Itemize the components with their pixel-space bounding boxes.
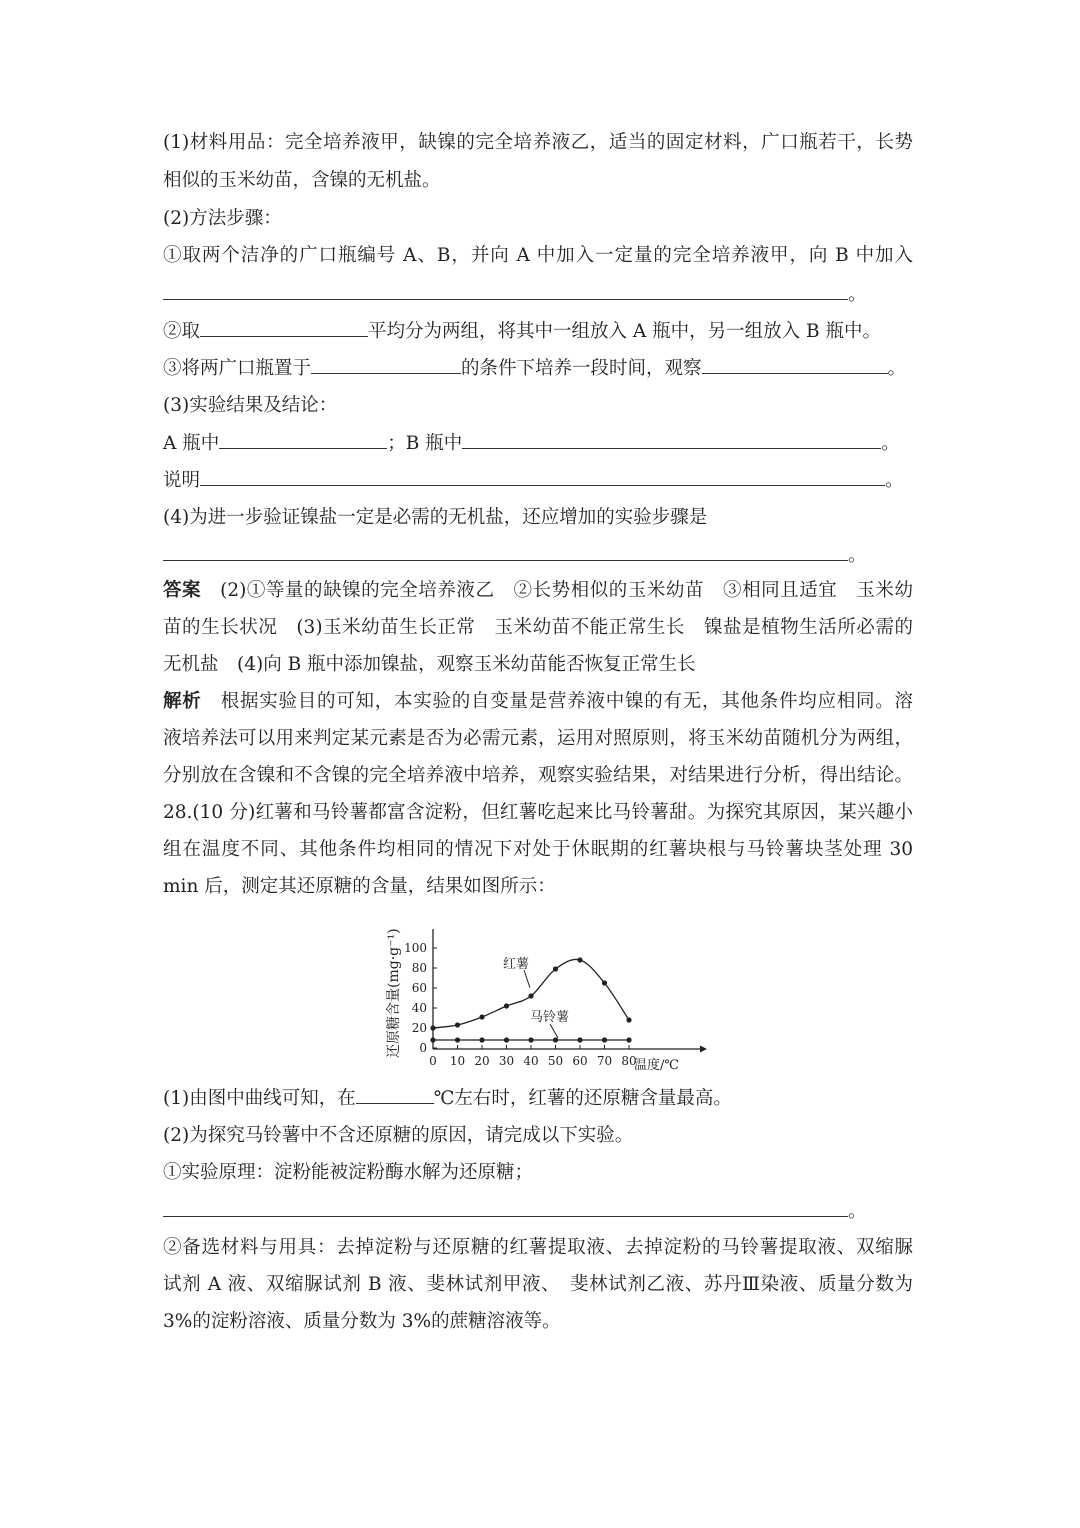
x-tick-label: 50 <box>547 1054 564 1068</box>
q28-principle: ①实验原理：淀粉能被淀粉酶水解为还原糖； <box>163 1162 534 1183</box>
q28-line-2: 组在温度不同、其他条件均相同的情况下对处于休眠期的红薯块根与马铃薯块茎处理 30 <box>163 839 913 860</box>
q28-line-3: min 后，测定其还原糖的含量，结果如图所示： <box>163 876 556 897</box>
potato-point <box>430 1037 435 1042</box>
sweet-potato-point <box>626 1017 631 1022</box>
answer-blank[interactable] <box>163 542 848 561</box>
potato-point <box>602 1037 607 1042</box>
potato-point <box>479 1037 484 1042</box>
sugar-content-chart <box>380 920 720 1084</box>
potato-leader <box>550 1024 558 1038</box>
period: 。 <box>885 470 904 491</box>
potato-point <box>504 1037 509 1042</box>
x-tick-label: 10 <box>449 1054 466 1068</box>
sweet-potato-point <box>455 1022 460 1027</box>
step-1-blank-line <box>163 281 867 308</box>
x-tick-label: 0 <box>429 1054 437 1068</box>
results-heading: (3)实验结果及结论： <box>163 395 338 416</box>
potato-point <box>577 1037 582 1042</box>
q28-materials-3: 3%的淀粉溶液、质量分数为 3%的蔗糖溶液等。 <box>163 1311 561 1332</box>
potato-point <box>553 1037 558 1042</box>
x-tick-label: 40 <box>523 1054 539 1068</box>
sweet-potato-point <box>430 1025 435 1030</box>
potato-point <box>528 1037 533 1042</box>
answer-label: 答案 <box>163 580 202 601</box>
series-label-potato: 马铃薯 <box>530 1010 570 1025</box>
answer-blank[interactable] <box>462 430 881 449</box>
step-2-text-a: ②取 <box>163 321 201 342</box>
analysis-line-2: 液培养法可以用来判定某元素是否为必需元素，运用对照原则，将玉米幼苗随机分为两组， <box>163 728 913 749</box>
step-3-text-a: ③将两广口瓶置于 <box>163 358 312 379</box>
sweet-potato-point <box>504 1003 509 1008</box>
analysis-line-3: 分别放在含镍和不含镍的完全培养液中培养，观察实验结果，对结果进行分析，得出结论。 <box>163 765 913 786</box>
sub-1-text-a: (1)由图中曲线可知，在 <box>163 1088 356 1109</box>
material-line-1: (1)材料用品：完全培养液甲，缺镍的完全培养液乙，适当的固定材料，广口瓶若干，长势 <box>163 132 913 153</box>
answer-line-2: 苗的生长状况 (3)玉米幼苗生长正常 玉米幼苗不能正常生长 镍盐是植物生活所必需的 <box>163 617 913 638</box>
q28-line-1: 28.(10 分)红薯和马铃薯都富含淀粉，但红薯吃起来比马铃薯甜。为探究其原因，某兴趣小 <box>163 802 913 823</box>
period: 。 <box>848 545 867 566</box>
sweet-potato-point <box>528 993 533 998</box>
answer-blank[interactable] <box>356 1085 434 1104</box>
sweet-potato-point <box>479 1014 484 1019</box>
x-axis-label: 温度/℃ <box>634 1058 679 1073</box>
period: 。 <box>848 284 867 305</box>
q28-materials-2: 试剂 A 液、双缩脲试剂 B 液、斐林试剂甲液、 斐林试剂乙液、苏丹Ⅲ染液、质量分数为 <box>163 1274 913 1295</box>
step-2-text-b: 平均分为两组，将其中一组放入 A 瓶中，另一组放入 B 瓶中。 <box>368 321 881 342</box>
period: 。 <box>848 1201 867 1222</box>
x-tick-label: 20 <box>474 1054 490 1068</box>
analysis-text-1: 根据实验目的可知，本实验的自变量是营养液中镍的有无，其他条件均应相同。溶 <box>220 691 913 712</box>
y-tick-label: 0 <box>419 1041 427 1055</box>
answer-blank[interactable] <box>200 318 368 337</box>
sweet-potato-point <box>577 957 582 962</box>
y-axis-label: 还原糖含量(mg·g⁻¹) <box>386 928 402 1058</box>
x-axis-arrow <box>700 1046 707 1053</box>
results-line <box>163 430 900 457</box>
answer-blank[interactable] <box>163 281 848 300</box>
y-tick-label: 60 <box>411 981 427 995</box>
step-2 <box>163 318 881 345</box>
step-3-text-b: 的条件下培养一段时间，观察 <box>461 358 702 379</box>
y-tick-label: 80 <box>411 961 427 975</box>
potato-point <box>626 1037 631 1042</box>
explain-label: 说明 <box>163 470 201 491</box>
sub-1-text-b: ℃左右时，红薯的还原糖含量最高。 <box>433 1088 732 1109</box>
series-label-sweet-potato: 红薯 <box>503 957 530 972</box>
answer-blank[interactable] <box>702 355 888 374</box>
chart-svg <box>380 920 720 1080</box>
answer-blank[interactable] <box>219 430 387 449</box>
sweet-potato-point <box>602 980 607 985</box>
analysis-label: 解析 <box>163 691 202 712</box>
answer-line-1 <box>163 578 913 604</box>
sweet-potato-point <box>553 966 558 971</box>
potato-point <box>455 1037 460 1042</box>
answer-blank[interactable] <box>311 355 461 374</box>
step-3 <box>163 355 906 382</box>
method-heading: (2)方法步骤： <box>163 208 282 229</box>
q28-principle-blank-line <box>163 1198 867 1225</box>
explain-line <box>163 467 904 494</box>
sweet-potato-leader <box>524 970 530 988</box>
x-tick-label: 30 <box>498 1054 515 1068</box>
x-tick-label: 80 <box>621 1054 637 1068</box>
period: 。 <box>887 358 907 379</box>
y-tick-label: 100 <box>404 941 427 955</box>
bottle-a-label: A 瓶中 <box>163 433 220 454</box>
bottle-b-label: ；B 瓶中 <box>387 433 463 454</box>
x-tick-label: 60 <box>572 1054 588 1068</box>
answer-line-3: 无机盐 (4)向 B 瓶中添加镍盐，观察玉米幼苗能否恢复正常生长 <box>163 654 696 675</box>
y-tick-label: 40 <box>411 1001 427 1015</box>
step-1: ①取两个洁净的广口瓶编号 A、B，并向 A 中加入一定量的完全培养液甲，向 B 中加入 <box>163 245 913 266</box>
step-4-blank-line <box>163 542 867 569</box>
q28-sub-2: (2)为探究马铃薯中不含还原糖的原因，请完成以下实验。 <box>163 1125 634 1146</box>
step-4: (4)为进一步验证镍盐一定是必需的无机盐，还应增加的实验步骤是 <box>163 507 708 528</box>
x-tick-label: 70 <box>596 1054 613 1068</box>
y-tick-label: 20 <box>411 1021 427 1035</box>
answer-text-1: (2)①等量的缺镍的完全培养液乙 ②长势相似的玉米幼苗 ③相同且适宜 玉米幼 <box>220 580 913 601</box>
material-line-2: 相似的玉米幼苗，含镍的无机盐。 <box>163 170 441 191</box>
answer-blank[interactable] <box>163 1198 848 1217</box>
q28-sub-1 <box>163 1085 732 1112</box>
q28-materials-1: ②备选材料与用具：去掉淀粉与还原糖的红薯提取液、去掉淀粉的马铃薯提取液、双缩脲 <box>163 1237 913 1258</box>
answer-blank[interactable] <box>200 467 885 486</box>
analysis-line-1 <box>163 689 913 715</box>
period: 。 <box>881 433 900 454</box>
